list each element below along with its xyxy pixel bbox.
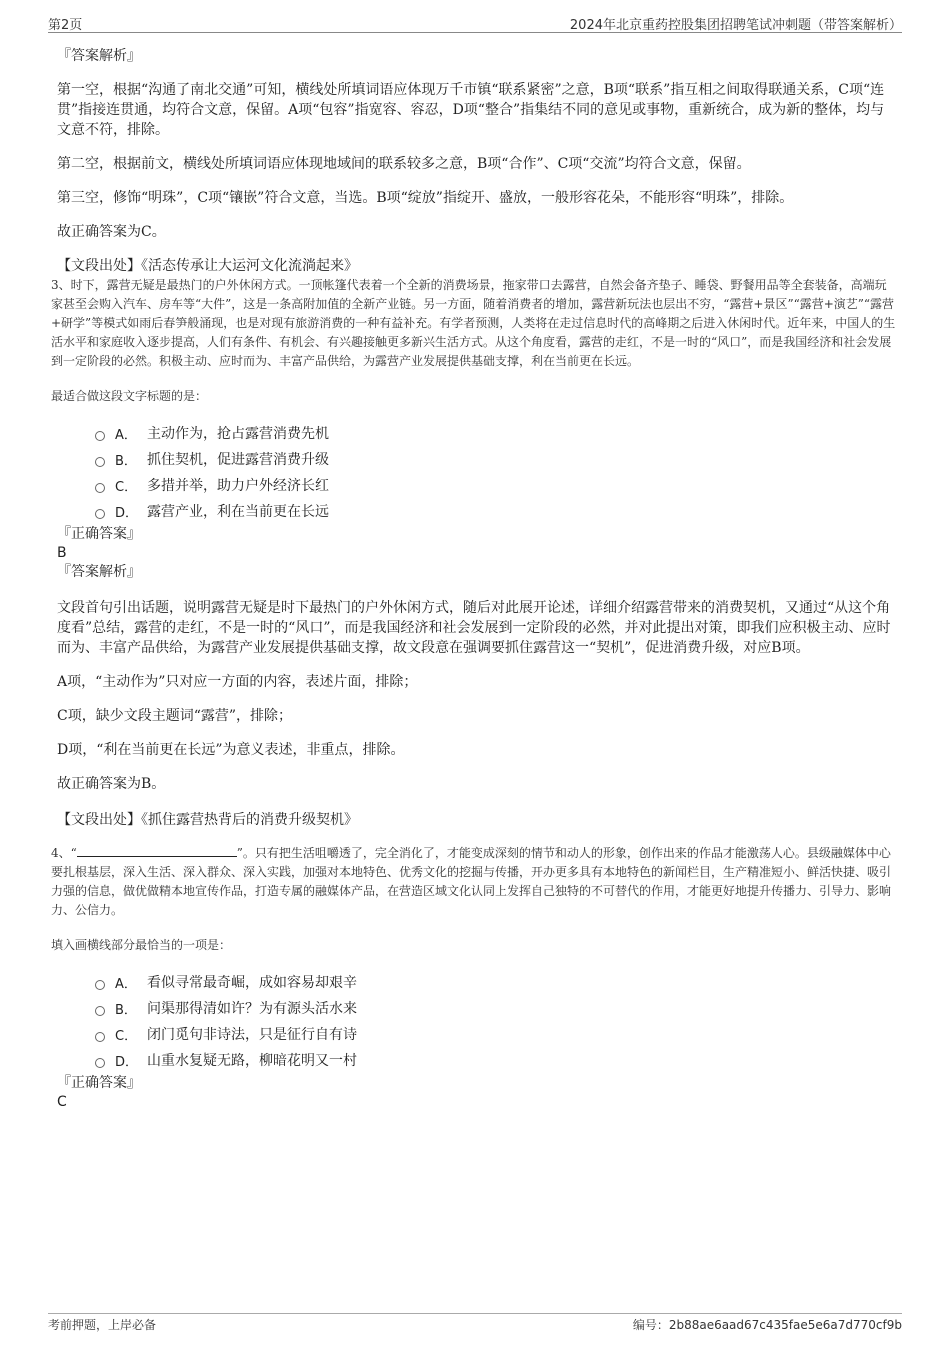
radio-button[interactable] (95, 1058, 105, 1068)
option-d[interactable]: D． 露营产业，利在当前更在长远 (95, 498, 897, 524)
question-prompt: 最适合做这段文字标题的是： (51, 389, 208, 403)
document-title: 2024年北京重药控股集团招聘笔试冲刺题（带答案解析） (569, 18, 902, 33)
option-d[interactable]: D． 山重水复疑无路，柳暗花明又一村 (95, 1047, 897, 1073)
correct-answer-label: 『正确答案』 (57, 526, 141, 542)
footer-slogan: 考前押题，上岸必备 (48, 1318, 157, 1332)
option-a[interactable]: A． 主动作为，抢占露营消费先机 (95, 420, 897, 446)
document-id: 编号：2b88ae6aad67c435fae5e6a7d770cf9b (632, 1318, 902, 1332)
page-number: 第2页 (48, 18, 83, 33)
option-c[interactable]: C． 多措并举，助力户外经济长红 (95, 472, 897, 498)
analysis-paragraph: 文段首句引出话题，说明露营无疑是时下最热门的户外休闲方式，随后对此展开论述，详细介绍露营带来的消费契机，又通过“从这个角度看”总结，露营的走红，不是一时的“风口”，而是我国经济和社会发展到一定阶段的必然，并对此提出对策，即我们应积极主动、应时而为、丰富产品供给，为露营产业发展提供基础支撑，故文段意在强调要抓住露营这一“契机”，促进消费升级，对应B项。 (57, 600, 891, 656)
correct-answer: B (57, 545, 67, 561)
analysis-paragraph: 第三空，修饰“明珠”，C项“镶嵌”符合文意，当选。B项“绽放”指绽开、盛放，一般形容花朵，不能形容“明珠”，排除。 (57, 190, 794, 206)
analysis-paragraph: A项，“主动作为”只对应一方面的内容，表述片面，排除； (57, 674, 418, 690)
option-a[interactable]: A． 看似寻常最奇崛，成如容易却艰辛 (95, 969, 897, 995)
options-list (57, 969, 897, 1073)
analysis-paragraph: C项，缺少文段主题词“露营”，排除； (57, 708, 293, 724)
conclusion: 故正确答案为B。 (57, 776, 166, 792)
question-text: 3、时下，露营无疑是最热门的户外休闲方式。一顶帐篷代表着一个全新的消费场景，拖家带口去露营，自然会备齐垫子、睡袋、野餐用品等全套装备，高端玩家甚至会购入汽车、房车等“大件”，这是一条高附加值的全新产业链。另一方面，随着消费者的增加，露营新玩法也层出不穷，“露营+景区”“露营+演艺”“露营+研学”等模式如雨后春笋般涌现，也是对现有旅游消费的一种有益补充。有学者预测，人类将在走过信息时代的高峰期之后进入休闲时代。近年来，中国人的生活水平和家庭收入逐步提高，人们有条件、有机会、有兴趣接触更多新兴生活方式。从这个角度看，露营的走红，不是一时的“风口”，而是我国经济和社会发展到一定阶段的必然。积极主动、应时而为、丰富产品供给，为露营产业发展提供基础支撑，利在当前更在长远。 (51, 278, 896, 368)
correct-answer-label: 『正确答案』 (57, 1075, 141, 1091)
radio-button[interactable] (95, 457, 105, 467)
correct-answer: C (57, 1094, 67, 1110)
analysis-label: 『答案解析』 (57, 564, 141, 580)
radio-button[interactable] (95, 431, 105, 441)
radio-button[interactable] (95, 1006, 105, 1016)
radio-button[interactable] (95, 483, 105, 493)
radio-button[interactable] (95, 980, 105, 990)
analysis-label: 『答案解析』 (57, 48, 141, 64)
radio-button[interactable] (95, 509, 105, 519)
analysis-paragraph: 第二空，根据前文，横线处所填词语应体现地域间的联系较多之意，B项“合作”、C项“交流”均符合文意，保留。 (57, 156, 751, 172)
analysis-paragraph: 第一空，根据“沟通了南北交通”可知，横线处所填词语应体现万千市镇“联系紧密”之意，B项“联系”指互相之间取得联通关系，C项“连贯”指接连贯通，均符合文意，保留。A项“包容”指宽容、容忍，D项“整合”指集结不同的意见或事物，重新统合，成为新的整体，均与文意不符，排除。 (57, 82, 885, 138)
radio-button[interactable] (95, 1032, 105, 1042)
option-c[interactable]: C． 闭门觅句非诗法，只是征行自有诗 (95, 1021, 897, 1047)
page-content (51, 46, 897, 1111)
option-b[interactable]: B． 抓住契机，促进露营消费升级 (95, 446, 897, 472)
analysis-paragraph: D项，“利在当前更在长远”为意义表述，非重点，排除。 (57, 742, 405, 758)
page-header (48, 12, 902, 33)
source-citation: 【文段出处】《活态传承让大运河文化流淌起来》 (57, 258, 358, 274)
options-list (57, 420, 897, 524)
source-citation: 【文段出处】《抓住露营热背后的消费升级契机》 (57, 812, 358, 828)
option-b[interactable]: B． 问渠那得清如许？为有源头活水来 (95, 995, 897, 1021)
fill-blank (77, 844, 237, 857)
question-text: 4、“ ”。只有把生活咀嚼透了，完全消化了，才能变成深刻的情节和动人的形象，创作出来的作品才能激荡人心。县级融媒体中心要扎根基层，深入生活、深入群众、深入实践，加强对本地特色、优秀文化的挖掘与传播，开办更多具有本地特色的新闻栏目，生产精准短小、鲜活快捷、吸引力强的信息，做优做精本地宣传作品，打造专属的融媒体产品，在营造区域文化认同上发挥自己独特的不可替代的作用，才能更好地提升传播力、引导力、影响力、公信力。 (51, 846, 892, 917)
question-prompt: 填入画横线部分最恰当的一项是： (51, 938, 232, 952)
conclusion: 故正确答案为C。 (57, 224, 166, 240)
page-footer (48, 1313, 902, 1334)
